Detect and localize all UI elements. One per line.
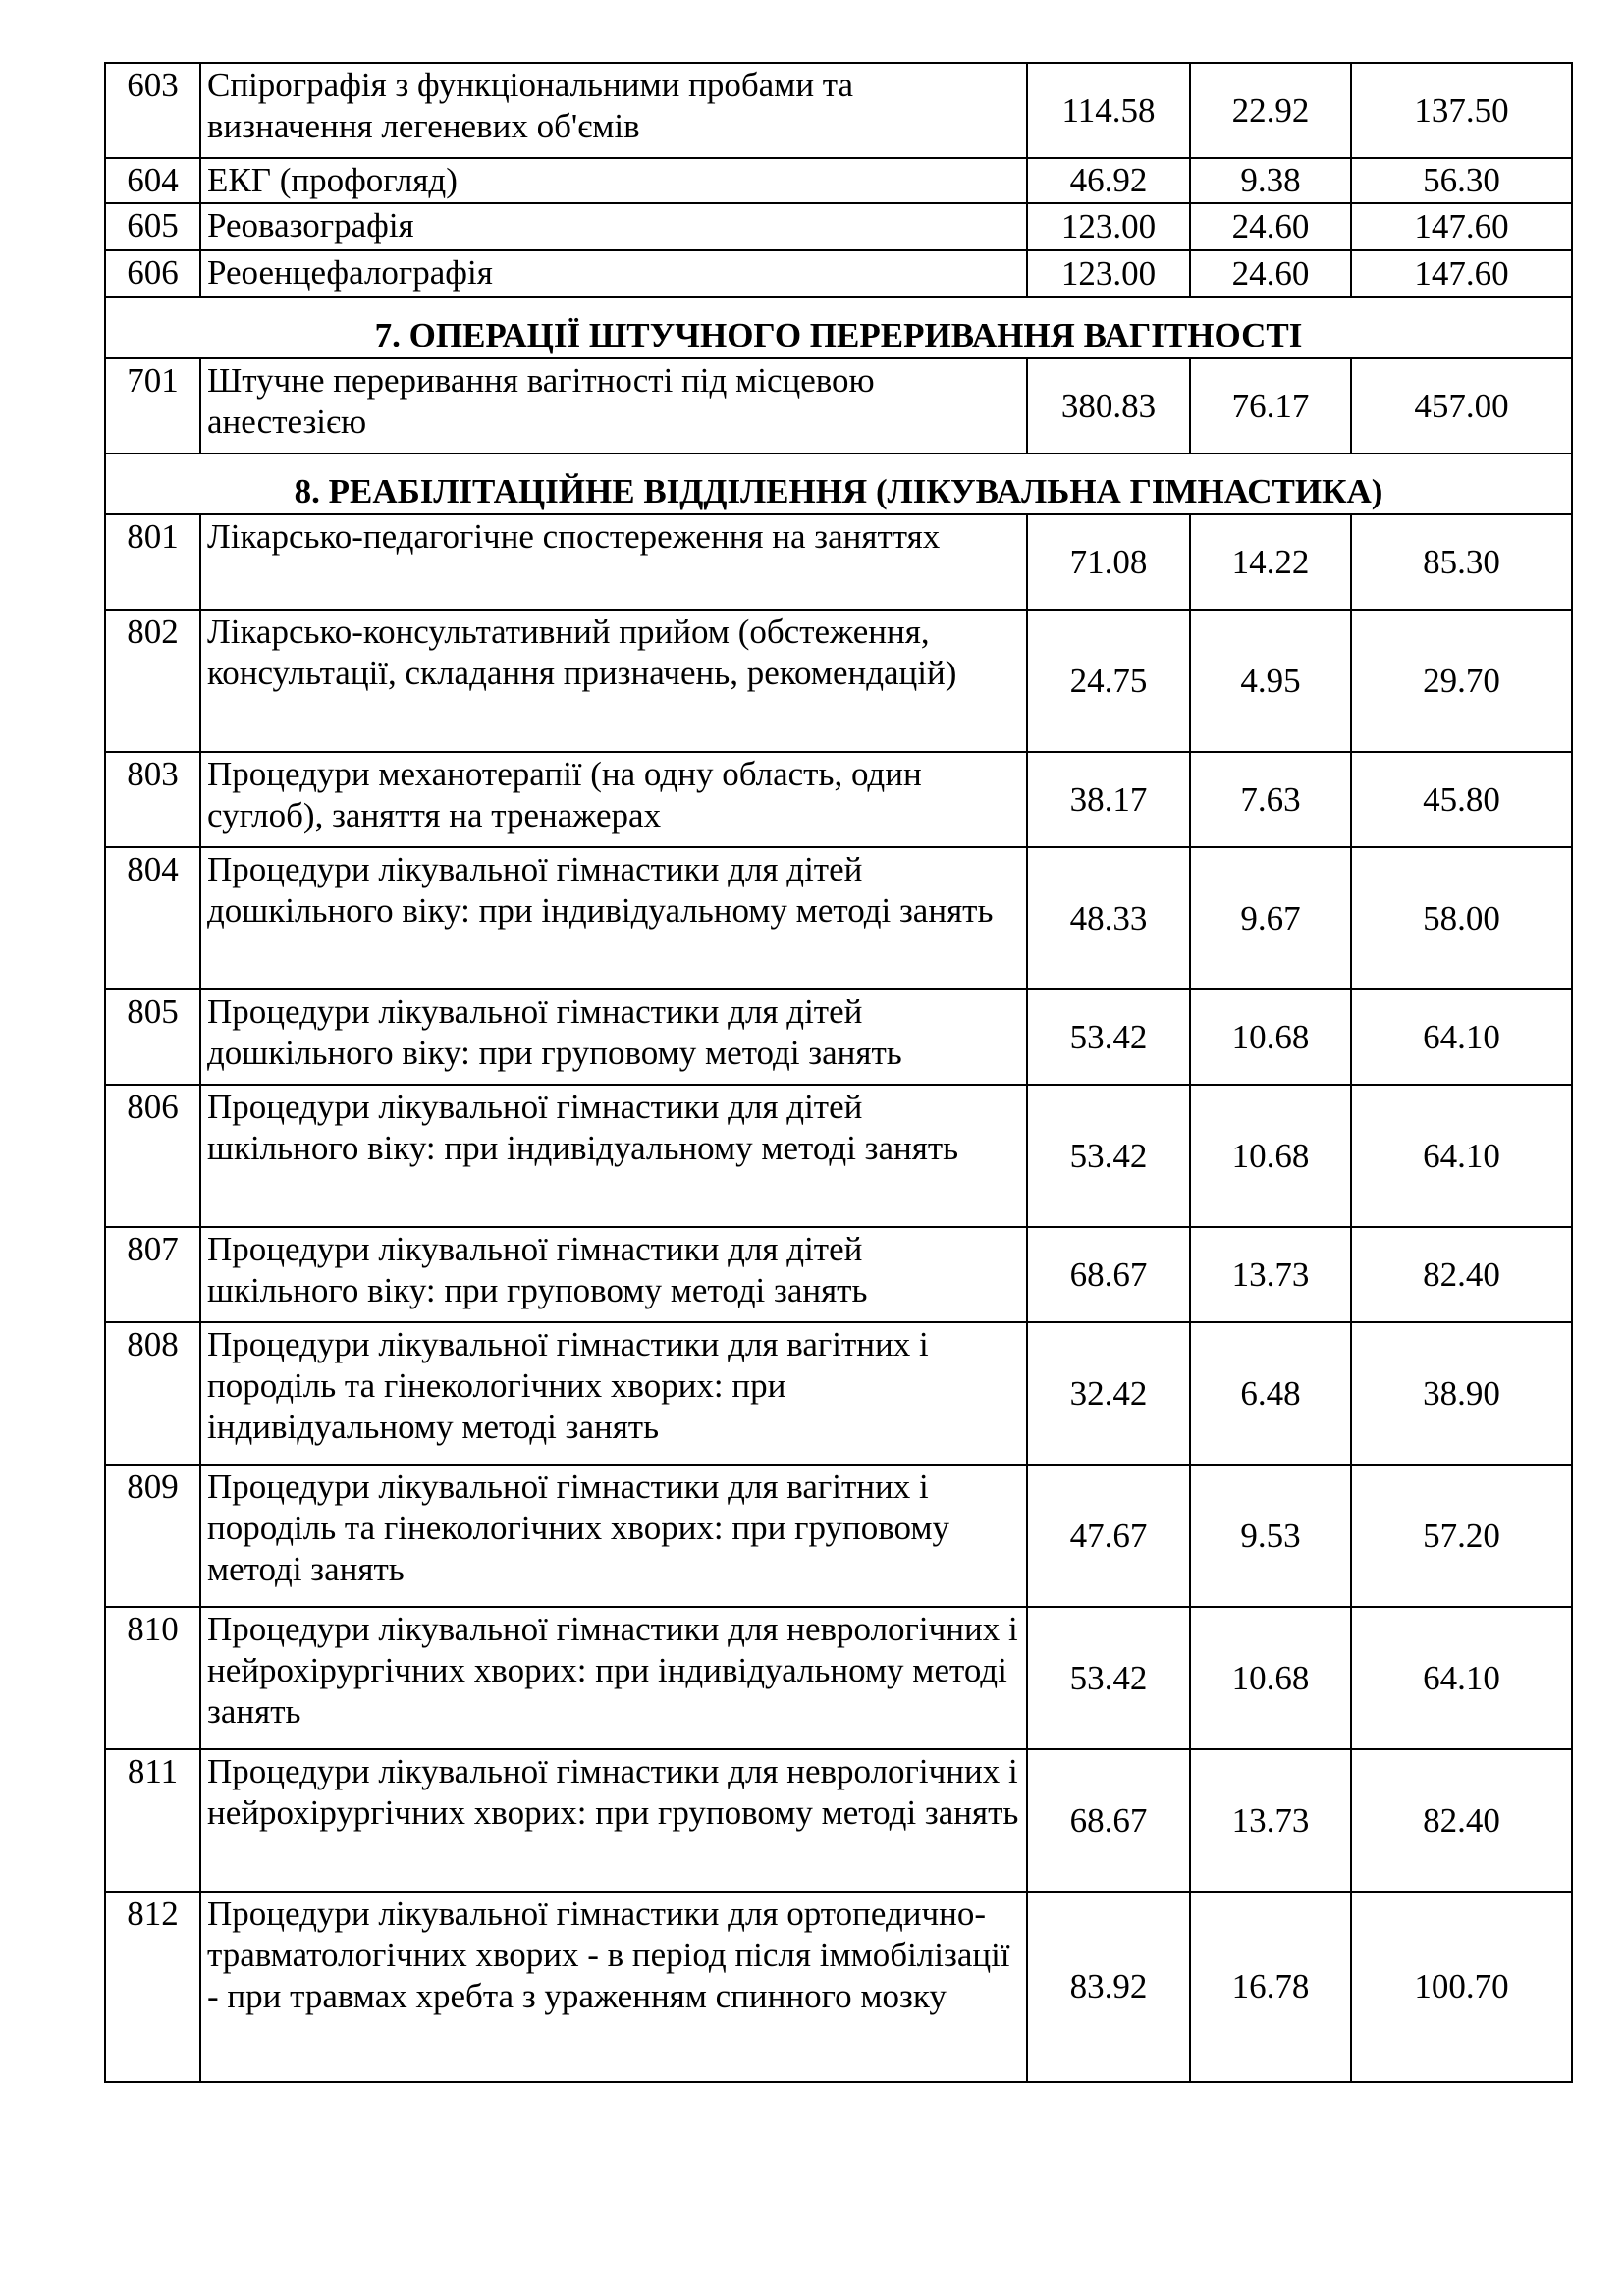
price-vat: 4.95 bbox=[1190, 610, 1351, 752]
section-title: 8. РЕАБІЛІТАЦІЙНЕ ВІДДІЛЕННЯ (ЛІКУВАЛЬНА ГІМНАСТИКА) bbox=[105, 454, 1572, 514]
price-total: 137.50 bbox=[1351, 63, 1572, 158]
price-cost: 123.00 bbox=[1027, 250, 1190, 297]
service-name: Процедури лікувальної гімнастики для дітей дошкільного віку: при груповому методі занять bbox=[200, 989, 1027, 1085]
table-row bbox=[105, 1892, 1572, 2082]
price-vat: 6.48 bbox=[1190, 1322, 1351, 1465]
price-cost: 47.67 bbox=[1027, 1465, 1190, 1607]
service-name: Процедури лікувальної гімнастики для неврологічних і нейрохірургічних хворих: при індивідуальному методі занять bbox=[200, 1607, 1027, 1749]
service-name: Процедури лікувальної гімнастики для вагітних і породіль та гінекологічних хворих: при груповому методі занять bbox=[200, 1465, 1027, 1607]
service-name: Процедури лікувальної гімнастики для дітей дошкільного віку: при індивідуальному методі занять bbox=[200, 847, 1027, 989]
service-code: 802 bbox=[105, 610, 200, 752]
service-name: Процедури механотерапії (на одну область, один суглоб), заняття на тренажерах bbox=[200, 752, 1027, 847]
service-code: 606 bbox=[105, 250, 200, 297]
price-vat: 13.73 bbox=[1190, 1227, 1351, 1322]
price-vat: 16.78 bbox=[1190, 1892, 1351, 2082]
service-code: 809 bbox=[105, 1465, 200, 1607]
service-code: 810 bbox=[105, 1607, 200, 1749]
price-cost: 380.83 bbox=[1027, 358, 1190, 454]
price-total: 85.30 bbox=[1351, 514, 1572, 610]
service-code: 603 bbox=[105, 63, 200, 158]
price-total: 58.00 bbox=[1351, 847, 1572, 989]
price-total: 64.10 bbox=[1351, 989, 1572, 1085]
price-vat: 7.63 bbox=[1190, 752, 1351, 847]
price-vat: 13.73 bbox=[1190, 1749, 1351, 1892]
table-row bbox=[105, 1085, 1572, 1227]
price-vat: 10.68 bbox=[1190, 1607, 1351, 1749]
service-code: 801 bbox=[105, 514, 200, 610]
price-total: 147.60 bbox=[1351, 250, 1572, 297]
price-cost: 68.67 bbox=[1027, 1749, 1190, 1892]
table-row bbox=[105, 1465, 1572, 1607]
price-cost: 53.42 bbox=[1027, 1085, 1190, 1227]
price-vat: 24.60 bbox=[1190, 203, 1351, 250]
price-total: 64.10 bbox=[1351, 1085, 1572, 1227]
price-cost: 46.92 bbox=[1027, 158, 1190, 203]
price-total: 29.70 bbox=[1351, 610, 1572, 752]
service-name: Процедури лікувальної гімнастики для ортопедично-травматологічних хворих - в період після іммобілізації - при травмах хребта з ураженням спинного мозку bbox=[200, 1892, 1027, 2082]
price-cost: 68.67 bbox=[1027, 1227, 1190, 1322]
price-vat: 10.68 bbox=[1190, 989, 1351, 1085]
service-code: 806 bbox=[105, 1085, 200, 1227]
table-row bbox=[105, 63, 1572, 158]
service-name: Спірографія з функціональними пробами та визначення легеневих об'ємів bbox=[200, 63, 1027, 158]
service-code: 605 bbox=[105, 203, 200, 250]
section-row bbox=[105, 297, 1572, 358]
service-name: Реоенцефалографія bbox=[200, 250, 1027, 297]
service-code: 812 bbox=[105, 1892, 200, 2082]
service-code: 808 bbox=[105, 1322, 200, 1465]
service-code: 701 bbox=[105, 358, 200, 454]
price-cost: 32.42 bbox=[1027, 1322, 1190, 1465]
price-table bbox=[104, 62, 1573, 2083]
service-code: 604 bbox=[105, 158, 200, 203]
price-total: 100.70 bbox=[1351, 1892, 1572, 2082]
service-name: Лікарсько-консультативний прийом (обстеження, консультації, складання призначень, рекомендацій) bbox=[200, 610, 1027, 752]
price-total: 45.80 bbox=[1351, 752, 1572, 847]
price-cost: 53.42 bbox=[1027, 1607, 1190, 1749]
price-cost: 114.58 bbox=[1027, 63, 1190, 158]
price-vat: 9.53 bbox=[1190, 1465, 1351, 1607]
price-total: 457.00 bbox=[1351, 358, 1572, 454]
table-row bbox=[105, 1322, 1572, 1465]
price-total: 57.20 bbox=[1351, 1465, 1572, 1607]
price-table-body bbox=[105, 63, 1572, 2082]
service-name: Процедури лікувальної гімнастики для дітей шкільного віку: при індивідуальному методі занять bbox=[200, 1085, 1027, 1227]
section-title: 7. ОПЕРАЦІЇ ШТУЧНОГО ПЕРЕРИВАННЯ ВАГІТНОСТІ bbox=[105, 297, 1572, 358]
table-row bbox=[105, 158, 1572, 203]
price-vat: 9.67 bbox=[1190, 847, 1351, 989]
price-cost: 53.42 bbox=[1027, 989, 1190, 1085]
table-row bbox=[105, 514, 1572, 610]
service-name: Процедури лікувальної гімнастики для неврологічних і нейрохірургічних хворих: при груповому методі занять bbox=[200, 1749, 1027, 1892]
service-code: 811 bbox=[105, 1749, 200, 1892]
section-row bbox=[105, 454, 1572, 514]
service-name: Процедури лікувальної гімнастики для вагітних і породіль та гінекологічних хворих: при індивідуальному методі занять bbox=[200, 1322, 1027, 1465]
price-total: 56.30 bbox=[1351, 158, 1572, 203]
price-vat: 9.38 bbox=[1190, 158, 1351, 203]
price-cost: 71.08 bbox=[1027, 514, 1190, 610]
price-cost: 123.00 bbox=[1027, 203, 1190, 250]
table-row bbox=[105, 1749, 1572, 1892]
price-vat: 76.17 bbox=[1190, 358, 1351, 454]
price-total: 147.60 bbox=[1351, 203, 1572, 250]
price-total: 64.10 bbox=[1351, 1607, 1572, 1749]
table-row bbox=[105, 250, 1572, 297]
service-name: Лікарсько-педагогічне спостереження на заняттях bbox=[200, 514, 1027, 610]
table-row bbox=[105, 358, 1572, 454]
price-total: 38.90 bbox=[1351, 1322, 1572, 1465]
service-code: 804 bbox=[105, 847, 200, 989]
service-name: Штучне переривання вагітності під місцевою анестезією bbox=[200, 358, 1027, 454]
service-code: 803 bbox=[105, 752, 200, 847]
table-row bbox=[105, 752, 1572, 847]
price-cost: 48.33 bbox=[1027, 847, 1190, 989]
price-vat: 24.60 bbox=[1190, 250, 1351, 297]
price-cost: 83.92 bbox=[1027, 1892, 1190, 2082]
service-name: Процедури лікувальної гімнастики для дітей шкільного віку: при груповому методі занять bbox=[200, 1227, 1027, 1322]
price-vat: 22.92 bbox=[1190, 63, 1351, 158]
table-row bbox=[105, 989, 1572, 1085]
price-vat: 10.68 bbox=[1190, 1085, 1351, 1227]
price-cost: 24.75 bbox=[1027, 610, 1190, 752]
table-row bbox=[105, 203, 1572, 250]
price-total: 82.40 bbox=[1351, 1749, 1572, 1892]
service-name: ЕКГ (профогляд) bbox=[200, 158, 1027, 203]
table-row bbox=[105, 1227, 1572, 1322]
table-row bbox=[105, 847, 1572, 989]
table-row bbox=[105, 610, 1572, 752]
service-code: 807 bbox=[105, 1227, 200, 1322]
service-name: Реовазографія bbox=[200, 203, 1027, 250]
price-total: 82.40 bbox=[1351, 1227, 1572, 1322]
table-row bbox=[105, 1607, 1572, 1749]
price-cost: 38.17 bbox=[1027, 752, 1190, 847]
price-vat: 14.22 bbox=[1190, 514, 1351, 610]
service-code: 805 bbox=[105, 989, 200, 1085]
